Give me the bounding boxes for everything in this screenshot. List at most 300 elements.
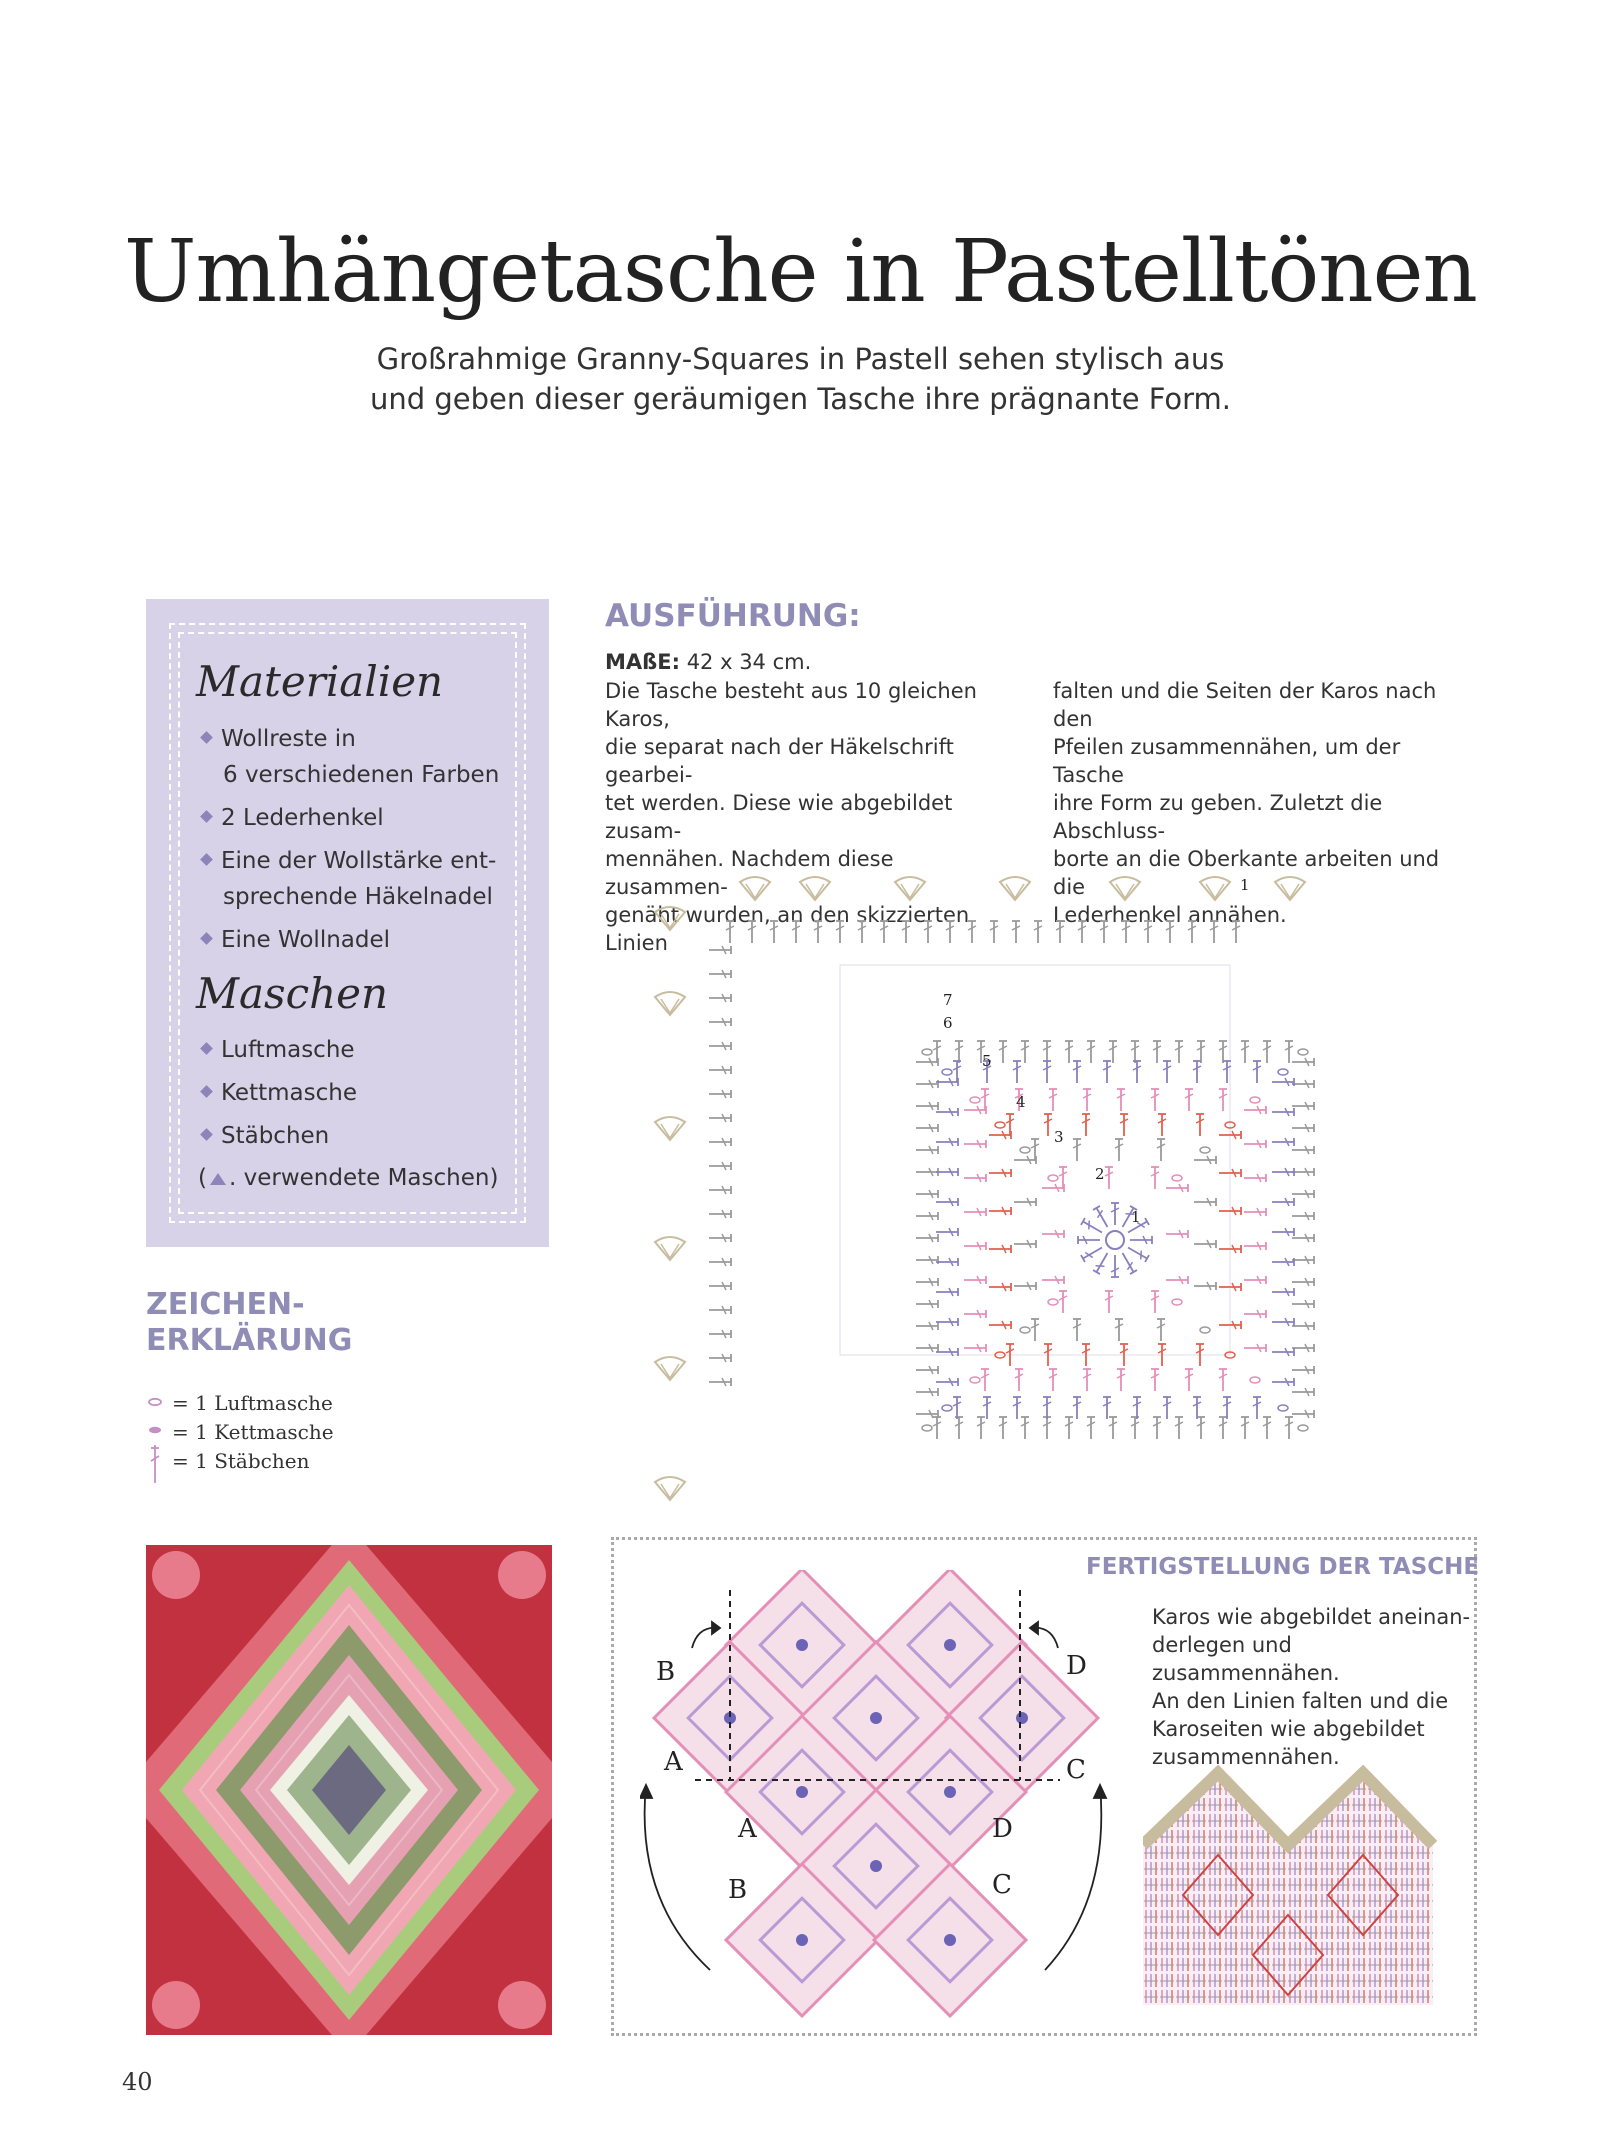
stitch-symbol <box>1131 1417 1139 1439</box>
round-number: 4 <box>1016 1093 1026 1111</box>
stitch-symbol <box>964 1344 986 1352</box>
stitch-symbol <box>1073 1319 1081 1341</box>
label-C-top: C <box>1066 1755 1086 1785</box>
stitches-note: ( . verwendete Maschen) <box>198 1165 499 1191</box>
stitch-symbol <box>1151 1089 1159 1111</box>
stitch-symbol <box>1272 1078 1294 1086</box>
round-number: 1 <box>1240 876 1250 894</box>
stitch-symbol <box>1103 1061 1111 1083</box>
stitch-symbol <box>916 1322 938 1330</box>
stitch-symbol <box>1292 1124 1314 1132</box>
materials-item-cont: sprechende Häkelnadel <box>223 884 493 910</box>
stitch-symbol <box>1292 1366 1314 1374</box>
stitch-symbol <box>709 1162 731 1170</box>
stitch-symbol <box>1272 1318 1294 1326</box>
stitch-symbol <box>1244 1310 1266 1318</box>
stitch-symbol <box>1013 1061 1021 1083</box>
stitch-symbol <box>1081 1218 1104 1236</box>
round-number: 5 <box>982 1052 992 1070</box>
chain-symbol <box>1278 1069 1288 1075</box>
stitch-symbol <box>989 1245 1011 1253</box>
stitch-symbol <box>1292 1212 1314 1220</box>
materials-item: Eine der Wollstärke ent- <box>202 843 496 879</box>
stitch-symbol <box>770 921 778 943</box>
stitch-symbol <box>748 921 756 943</box>
chain-symbol <box>1020 1327 1030 1333</box>
stitch-symbol <box>916 1058 938 1066</box>
stitch-symbol <box>1244 1344 1266 1352</box>
border-fan <box>1275 877 1305 900</box>
stitch-symbol <box>936 1138 958 1146</box>
stitch-symbol <box>1105 1167 1113 1189</box>
stitch-symbol <box>1021 1041 1029 1063</box>
stitch-symbol <box>1219 1369 1227 1391</box>
stitch-symbol <box>709 994 731 1002</box>
page-number: 40 <box>122 2068 153 2096</box>
stitch-symbol <box>916 1366 938 1374</box>
stitch-symbol <box>1083 1089 1091 1111</box>
materials-item: 2 Lederhenkel <box>202 800 384 836</box>
stitch-symbol <box>709 1354 731 1362</box>
stitch-symbol <box>1163 1397 1171 1419</box>
stitch-symbol <box>1014 1240 1036 1248</box>
stitch-symbol <box>1244 1106 1266 1114</box>
stitch-symbol <box>989 1131 1011 1139</box>
stitch-symbol <box>964 1276 986 1284</box>
stitch-symbol <box>1253 1397 1261 1419</box>
stitch-symbol <box>1043 1397 1051 1419</box>
stitch-symbol <box>968 921 976 943</box>
legend-item-slip: = 1 Kettmasche <box>172 1420 334 1444</box>
stitch-symbol <box>1065 1417 1073 1439</box>
stitch-symbol <box>1082 1114 1090 1136</box>
stitch-symbol <box>1175 1041 1183 1063</box>
stitch-symbol <box>709 1018 731 1026</box>
stitch-symbol <box>1188 921 1196 943</box>
stitch-symbol <box>1117 1369 1125 1391</box>
instructions-heading: AUSFÜHRUNG: <box>605 598 861 634</box>
stitch-symbol <box>1292 1146 1314 1154</box>
stitch-symbol <box>1292 1388 1314 1396</box>
stitches-item: Kettmasche <box>202 1075 357 1111</box>
border-fan <box>740 877 770 900</box>
stitches-item: Stäbchen <box>202 1118 329 1154</box>
stitch-symbol <box>709 1066 731 1074</box>
chain-symbol <box>942 1405 952 1411</box>
square-center <box>1078 1203 1152 1277</box>
stitch-symbol <box>1193 1397 1201 1419</box>
border-fan <box>1000 877 1030 900</box>
stitch-symbol <box>1126 1244 1149 1262</box>
stitch-symbol <box>1133 1397 1141 1419</box>
stitch-symbol <box>1013 1397 1021 1419</box>
stitch-symbol <box>1012 921 1020 943</box>
stitch-symbol <box>1073 1061 1081 1083</box>
stitch-symbol <box>916 1124 938 1132</box>
stitch-symbol <box>709 970 731 978</box>
round-numbers <box>943 876 1250 1226</box>
slip-stitch-icon <box>149 1427 161 1433</box>
stitch-symbol <box>1285 1041 1293 1063</box>
stitch-symbol <box>1049 1369 1057 1391</box>
stitch-symbol <box>1093 1251 1111 1274</box>
bullet-diamond-icon <box>200 1042 213 1055</box>
stitch-symbol <box>709 1234 731 1242</box>
stitch-symbol <box>709 1282 731 1290</box>
stitch-symbol <box>1133 1061 1141 1083</box>
stitch-symbol <box>1042 1276 1064 1284</box>
stitch-symbol <box>989 1169 1011 1177</box>
stitch-symbol <box>964 1242 986 1250</box>
stitch-symbol <box>726 921 734 943</box>
stitch-symbol <box>1056 921 1064 943</box>
materials-item: Eine Wollnadel <box>202 922 390 958</box>
stitch-symbol <box>916 1146 938 1154</box>
finishing-text: Karos wie abgebildet aneinan- derlegen und zusammennähen. An den Linien falten und die Karoseiten wie abgebildet zusammennähen. <box>1152 1605 1471 1769</box>
stitch-symbol <box>1120 1114 1128 1136</box>
stitch-symbol <box>1130 1236 1152 1244</box>
stitch-symbol <box>1100 921 1108 943</box>
stitch-symbol <box>1078 1236 1100 1244</box>
stitch-symbol <box>709 1258 731 1266</box>
stitch-symbol <box>1073 1139 1081 1161</box>
stitch-symbol <box>1272 1288 1294 1296</box>
stitch-symbol <box>955 1041 963 1063</box>
label-D-bottom: D <box>992 1814 1013 1844</box>
stitch-symbol <box>964 1208 986 1216</box>
stitch-symbol <box>936 1078 958 1086</box>
stitch-symbol <box>1117 1089 1125 1111</box>
stitch-symbol <box>1151 1291 1159 1313</box>
materials-item: Wollreste in <box>202 721 356 757</box>
stitch-symbol <box>1119 1251 1137 1274</box>
arrow-right-bottom <box>1045 1785 1101 1970</box>
label-A-top: A <box>664 1747 683 1777</box>
subtitle-line-1: Großrahmige Granny-Squares in Pastell sehen stylisch aus <box>376 342 1225 376</box>
stitch-symbol <box>1014 1198 1036 1206</box>
stitch-symbol <box>999 1417 1007 1439</box>
border-fan <box>655 1357 685 1380</box>
stitch-symbol <box>916 1256 938 1264</box>
chain-symbol <box>970 1097 980 1103</box>
stitch-symbol <box>1292 1168 1314 1176</box>
stitch-symbol <box>1109 1417 1117 1439</box>
chain-symbol <box>1250 1097 1260 1103</box>
stitch-symbol <box>1083 1369 1091 1391</box>
round-number: 6 <box>943 1014 953 1032</box>
stitch-symbol <box>1292 1102 1314 1110</box>
bullet-diamond-icon <box>200 810 213 823</box>
stitch-symbol <box>1109 1041 1117 1063</box>
border-fan <box>655 992 685 1015</box>
stitch-symbol <box>1093 1206 1111 1229</box>
stitch-symbol <box>936 1378 958 1386</box>
stitch-symbol <box>1087 1417 1095 1439</box>
stitch-symbol <box>1144 921 1152 943</box>
round-number: 1 <box>1131 1208 1141 1226</box>
granny-square-photo <box>146 1545 552 2035</box>
stitch-symbol <box>1197 1041 1205 1063</box>
stitch-symbol <box>1244 1242 1266 1250</box>
subtitle-line-2: und geben dieser geräumigen Tasche ihre prägnante Form. <box>369 382 1232 416</box>
stitch-symbol <box>1292 1410 1314 1418</box>
stitch-symbol <box>858 921 866 943</box>
border-fan <box>655 1237 685 1260</box>
stitches-heading: Maschen <box>196 969 389 1018</box>
stitch-symbol <box>990 921 998 943</box>
chain-symbol <box>1278 1405 1288 1411</box>
legend-heading: ZEICHEN- ERKLÄRUNG <box>146 1287 353 1358</box>
chain-symbol <box>1172 1299 1182 1305</box>
stitch-symbol <box>709 1210 731 1218</box>
stitch-symbol <box>1272 1348 1294 1356</box>
stitch-symbol <box>709 1090 731 1098</box>
stitch-symbol <box>1272 1228 1294 1236</box>
label-B-top: B <box>656 1657 676 1687</box>
stitch-symbol <box>709 1042 731 1050</box>
stitch-symbol <box>936 1228 958 1236</box>
chain-symbol <box>1298 1425 1308 1431</box>
stitch-symbol <box>1292 1058 1314 1066</box>
stitch-symbol <box>1115 1139 1123 1161</box>
border-fan <box>1110 877 1140 900</box>
finishing-heading: FERTIGSTELLUNG DER TASCHE <box>1086 1554 1480 1580</box>
stitch-symbol <box>1034 921 1042 943</box>
stitch-symbol <box>1049 1089 1057 1111</box>
chain-symbol <box>970 1377 980 1383</box>
bullet-diamond-icon <box>200 1128 213 1141</box>
stitch-symbol <box>1219 1089 1227 1111</box>
square-rings <box>916 1041 1314 1439</box>
stitch-symbol <box>1185 1089 1193 1111</box>
stitch-symbol <box>964 1174 986 1182</box>
stitch-symbol <box>1044 1114 1052 1136</box>
stitch-symbol <box>1223 1397 1231 1419</box>
stitch-symbol <box>709 1138 731 1146</box>
stitch-symbol <box>936 1198 958 1206</box>
stitch-symbol <box>709 946 731 954</box>
stitch-symbol <box>1244 1208 1266 1216</box>
stitch-symbol <box>1292 1256 1314 1264</box>
stitch-symbol <box>1232 921 1240 943</box>
stitch-symbol <box>709 1186 731 1194</box>
stitch-symbol <box>1263 1417 1271 1439</box>
stitch-symbol <box>936 1168 958 1176</box>
stitch-symbol <box>964 1106 986 1114</box>
stitch-symbol <box>989 1207 1011 1215</box>
finished-bag-diagram <box>1143 1765 1443 2005</box>
stitch-symbol <box>1031 1319 1039 1341</box>
round-number: 7 <box>943 991 953 1009</box>
stitch-symbol <box>1103 1397 1111 1419</box>
stitch-symbol <box>1244 1174 1266 1182</box>
stitch-symbol <box>1043 1061 1051 1083</box>
stitch-symbol <box>1157 1139 1165 1161</box>
stitch-symbol <box>1292 1344 1314 1352</box>
stitch-symbol <box>709 1114 731 1122</box>
stitch-symbol <box>916 1234 938 1242</box>
stitch-symbol <box>1043 1417 1051 1439</box>
stitch-symbol <box>1021 1417 1029 1439</box>
triangle-icon <box>209 1172 227 1186</box>
chain-symbol <box>1298 1049 1308 1055</box>
stitch-symbol <box>1014 1282 1036 1290</box>
stitch-symbol <box>983 1397 991 1419</box>
border-fan <box>895 877 925 900</box>
stitch-symbol <box>1065 1041 1073 1063</box>
border-fans <box>655 877 1305 1500</box>
stitch-symbol <box>936 1258 958 1266</box>
stitch-symbol <box>1006 1114 1014 1136</box>
stitch-symbol <box>953 1397 961 1419</box>
stitch-symbol <box>916 1102 938 1110</box>
stitch-symbol <box>1210 921 1218 943</box>
label-C-bottom: C <box>992 1870 1012 1900</box>
stitch-symbol <box>955 1417 963 1439</box>
bullet-diamond-icon <box>200 853 213 866</box>
stitch-symbol <box>1015 1369 1023 1391</box>
label-B-bottom: B <box>728 1875 748 1905</box>
stitch-symbol <box>1194 1282 1216 1290</box>
chain-symbol <box>995 1122 1005 1128</box>
stitch-symbol <box>1197 1417 1205 1439</box>
stitch-symbol <box>1042 1230 1064 1238</box>
stitch-symbol <box>1292 1278 1314 1286</box>
stitch-symbol <box>1244 1140 1266 1148</box>
stitch-symbol <box>1059 1167 1067 1189</box>
stitch-symbol <box>792 921 800 943</box>
border-fan <box>800 877 830 900</box>
stitch-symbol <box>916 1344 938 1352</box>
border-fan <box>655 1117 685 1140</box>
stitch-symbol <box>1194 1198 1216 1206</box>
label-A-bottom: A <box>738 1814 757 1844</box>
chain-symbol <box>1048 1299 1058 1305</box>
chain-stitch-icon <box>149 1399 161 1405</box>
stitch-symbol <box>1285 1417 1293 1439</box>
stitch-symbol <box>1042 1184 1064 1192</box>
chain-symbol <box>1048 1175 1058 1181</box>
stitch-symbol <box>1166 921 1174 943</box>
chain-symbol <box>942 1069 952 1075</box>
legend-item-chain: = 1 Luftmasche <box>172 1391 333 1415</box>
stitch-symbol <box>916 1080 938 1088</box>
stitch-symbol <box>1272 1168 1294 1176</box>
stitch-symbol <box>936 1108 958 1116</box>
stitch-symbol <box>1111 1203 1119 1225</box>
stitch-symbol <box>709 1378 731 1386</box>
stitch-symbol <box>880 921 888 943</box>
stitch-symbol <box>1157 1319 1165 1341</box>
chain-symbol <box>922 1049 932 1055</box>
stitch-symbol <box>1166 1276 1188 1284</box>
stitch-symbol <box>1241 1041 1249 1063</box>
stitch-symbol <box>1175 1417 1183 1439</box>
stitch-symbol <box>1272 1258 1294 1266</box>
stitch-symbol <box>981 1089 989 1111</box>
stitch-symbol <box>1241 1417 1249 1439</box>
stitch-symbol <box>1193 1061 1201 1083</box>
stitch-symbol <box>1158 1114 1166 1136</box>
stitch-symbol <box>1111 1255 1119 1277</box>
materials-item-cont: 6 verschiedenen Farben <box>223 762 500 788</box>
bullet-diamond-icon <box>200 731 213 744</box>
stitch-symbol <box>916 1278 938 1286</box>
stitch-symbol <box>989 1283 1011 1291</box>
stitch-symbol <box>1263 1041 1271 1063</box>
stitch-symbol <box>1292 1190 1314 1198</box>
stitch-symbol <box>1272 1138 1294 1146</box>
stitch-symbol <box>1153 1041 1161 1063</box>
stitch-symbol <box>1151 1369 1159 1391</box>
chain-symbol <box>1172 1175 1182 1181</box>
stitch-symbol <box>964 1140 986 1148</box>
stitch-symbol <box>1014 1156 1036 1164</box>
stitches-item: Luftmasche <box>202 1032 355 1068</box>
stitch-symbol <box>936 1318 958 1326</box>
stitch-symbol <box>1253 1061 1261 1083</box>
instructions-col-1: Die Tasche besteht aus 10 gleichen Karos, die separat nach der Häkelschrift gearbei- tet werden. Diese wie abgebildet zusam- mennähen. Nachdem diese zusammen- genäht wurden, an den skizzierten Linien <box>605 679 977 955</box>
border-fan <box>655 907 685 930</box>
bullet-diamond-icon <box>200 932 213 945</box>
arrow-left-bottom <box>645 1785 710 1970</box>
stitch-symbol <box>1292 1300 1314 1308</box>
stitch-symbol <box>924 921 932 943</box>
stitch-symbol <box>981 1369 989 1391</box>
stitch-symbol <box>933 1041 941 1063</box>
border-fan <box>1200 877 1230 900</box>
stitch-symbol <box>836 921 844 943</box>
stitch-symbol <box>1151 1167 1159 1189</box>
assembly-diagram <box>640 1570 1110 2020</box>
stitch-symbol <box>1122 921 1130 943</box>
stitch-symbol <box>1166 1184 1188 1192</box>
stitch-symbol <box>1059 1291 1067 1313</box>
stitch-symbol <box>1272 1198 1294 1206</box>
stitch-symbol <box>902 921 910 943</box>
stitch-symbol <box>1272 1378 1294 1386</box>
stitch-symbol <box>964 1310 986 1318</box>
size-line: MAßE: 42 x 34 cm. <box>605 650 812 674</box>
stitch-symbol <box>953 1061 961 1083</box>
materials-heading: Materialien <box>196 657 444 706</box>
stitch-symbol <box>946 921 954 943</box>
stitch-symbol <box>709 1330 731 1338</box>
stitch-symbol <box>916 1168 938 1176</box>
crochet-chart <box>640 850 1400 1530</box>
stitch-symbol <box>1194 1240 1216 1248</box>
stitch-symbol <box>1292 1080 1314 1088</box>
stitch-symbol <box>1219 1041 1227 1063</box>
materials-box <box>146 599 549 1247</box>
stitch-symbol <box>709 1306 731 1314</box>
stitch-symbol <box>1166 1230 1188 1238</box>
stitch-symbol <box>916 1190 938 1198</box>
treble-stitch-icon <box>151 1445 159 1483</box>
legend-item-treble: = 1 Stäbchen <box>172 1449 310 1473</box>
stitch-symbol <box>1194 1156 1216 1164</box>
label-D-top: D <box>1066 1651 1087 1681</box>
assembly-squares <box>654 1570 1098 2016</box>
stitch-symbol <box>1244 1276 1266 1284</box>
instructions-col-2: falten und die Seiten der Karos nach den Pfeilen zusammennähen, um der Tasche ihre Form zu geben. Zuletzt die Abschluss- borte an die Oberkante arbeiten und die Lederhenkel annähen. <box>1053 679 1440 927</box>
bullet-diamond-icon <box>200 1085 213 1098</box>
round-number: 3 <box>1054 1128 1064 1146</box>
stitch-symbol <box>1087 1041 1095 1063</box>
stitch-symbol <box>977 1417 985 1439</box>
stitch-symbol <box>814 921 822 943</box>
stitch-symbol <box>1078 921 1086 943</box>
